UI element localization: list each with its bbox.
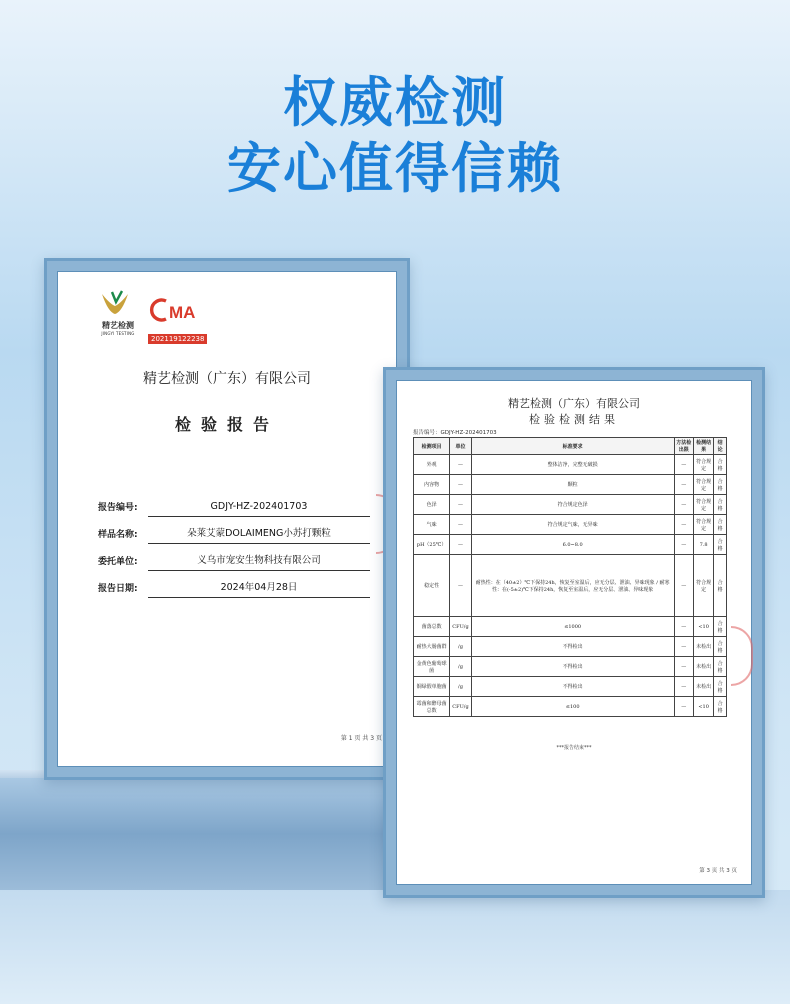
headline-line-2: 安心值得信赖 bbox=[227, 137, 563, 200]
logo-en: JINGYI TESTING bbox=[101, 331, 135, 336]
table-cell: 合格 bbox=[714, 677, 727, 697]
results-title: 检验检测结果 bbox=[529, 413, 619, 426]
report-cover-page bbox=[57, 271, 397, 767]
table-cell: — bbox=[450, 535, 471, 555]
table-cell: 7.8 bbox=[693, 535, 713, 555]
table-cell: CFU/g bbox=[450, 617, 471, 637]
field-value: 朵莱艾蒙DOLAIMENG小苏打颗粒 bbox=[148, 525, 370, 544]
table-row bbox=[414, 455, 727, 475]
table-cell: 符合规定 bbox=[693, 455, 713, 475]
table-cell: — bbox=[450, 455, 471, 475]
field-client bbox=[98, 551, 370, 571]
table-cell: /g bbox=[450, 677, 471, 697]
table-cell: — bbox=[674, 495, 693, 515]
headline-line-1: 权威检测 bbox=[283, 71, 507, 134]
report-cover-frame bbox=[44, 258, 410, 780]
table-cell: — bbox=[674, 677, 693, 697]
table-cell: — bbox=[674, 555, 693, 617]
red-seal-stamp bbox=[731, 626, 753, 686]
table-row bbox=[414, 535, 727, 555]
table-cell: 合格 bbox=[714, 535, 727, 555]
table-cell: 合格 bbox=[714, 637, 727, 657]
report-results-frame bbox=[383, 367, 765, 898]
report-results-page bbox=[396, 380, 752, 885]
table-cell: ≤100 bbox=[471, 697, 674, 717]
table-cell: 稳定性 bbox=[414, 555, 450, 617]
cma-label: MA bbox=[169, 303, 196, 322]
table-cell: 金黄色葡萄球菌 bbox=[414, 657, 450, 677]
table-cell: 符合规定 bbox=[693, 495, 713, 515]
table-cell: 整体洁净，完整无破损 bbox=[471, 455, 674, 475]
table-cell: 合格 bbox=[714, 475, 727, 495]
table-cell: /g bbox=[450, 657, 471, 677]
floor-background bbox=[0, 890, 790, 1004]
table-cell: — bbox=[674, 617, 693, 637]
table-cell: 气味 bbox=[414, 515, 450, 535]
table-cell: 符合规定色泽 bbox=[471, 495, 674, 515]
table-row bbox=[414, 617, 727, 637]
table-cell: 合格 bbox=[714, 617, 727, 637]
table-cell: 合格 bbox=[714, 515, 727, 535]
table-cell: 未检出 bbox=[693, 677, 713, 697]
results-page-number: 第 3 页 共 3 页 bbox=[699, 868, 737, 874]
table-cell: — bbox=[674, 637, 693, 657]
table-row bbox=[414, 495, 727, 515]
table-cell: 符合规定 bbox=[693, 515, 713, 535]
table-cell: — bbox=[450, 495, 471, 515]
cover-company: 精艺检测（广东）有限公司 bbox=[143, 371, 311, 387]
table-cell: 合格 bbox=[714, 697, 727, 717]
table-cell: 外观 bbox=[414, 455, 450, 475]
table-row bbox=[414, 657, 727, 677]
table-row bbox=[414, 677, 727, 697]
table-cell: — bbox=[450, 555, 471, 617]
table-cell: 霉菌和酵母菌总数 bbox=[414, 697, 450, 717]
jingyi-logo bbox=[98, 290, 138, 338]
table-cell: 铜绿假单胞菌 bbox=[414, 677, 450, 697]
table-cell: pH（25℃） bbox=[414, 535, 450, 555]
field-label: 报告编号: bbox=[98, 503, 138, 513]
table-row bbox=[414, 555, 727, 617]
table-cell: 耐热性：在（40±2）℃下保持24h，恢复至室温后，应无分层、泄油、异味现象 / 耐寒性：在(-5±2)℃下保持24h，恢复至室温后，应无分层、泄油、异味现象 bbox=[471, 555, 674, 617]
table-cell: 菌落总数 bbox=[414, 617, 450, 637]
field-label: 委托单位: bbox=[98, 557, 138, 567]
field-value: 2024年04月28日 bbox=[148, 579, 370, 598]
cma-mark bbox=[148, 298, 214, 345]
results-company: 精艺检测（广东）有限公司 bbox=[508, 397, 640, 410]
table-cell: 合格 bbox=[714, 495, 727, 515]
table-cell: — bbox=[674, 535, 693, 555]
jingyi-logo-icon bbox=[98, 290, 132, 316]
table-cell: 合格 bbox=[714, 455, 727, 475]
table-cell: — bbox=[450, 515, 471, 535]
table-cell: 合格 bbox=[714, 555, 727, 617]
table-cell: 未检出 bbox=[693, 657, 713, 677]
column-header: 单位 bbox=[450, 438, 471, 455]
table-cell: 未检出 bbox=[693, 637, 713, 657]
field-value: GDJY-HZ-202401703 bbox=[148, 498, 370, 517]
table-row bbox=[414, 697, 727, 717]
field-label: 报告日期: bbox=[98, 584, 138, 594]
table-cell: — bbox=[674, 697, 693, 717]
table-cell: 耐热大肠菌群 bbox=[414, 637, 450, 657]
table-cell: 符合规定 bbox=[693, 555, 713, 617]
table-cell: CFU/g bbox=[450, 697, 471, 717]
report-end-marker: ***报告结束*** bbox=[556, 745, 592, 751]
table-cell: — bbox=[674, 475, 693, 495]
table-cell: 符合规定 bbox=[693, 475, 713, 495]
column-header: 标准要求 bbox=[471, 438, 674, 455]
table-cell: 不得检出 bbox=[471, 677, 674, 697]
field-report-no bbox=[98, 497, 370, 517]
table-cell: 内容物 bbox=[414, 475, 450, 495]
cover-title: 检验报告 bbox=[174, 415, 279, 434]
table-cell: 符合规定气味，无异味 bbox=[471, 515, 674, 535]
table-cell: 6.0~8.0 bbox=[471, 535, 674, 555]
table-cell: <10 bbox=[693, 617, 713, 637]
table-cell: — bbox=[674, 515, 693, 535]
table-cell: /g bbox=[450, 637, 471, 657]
table-cell: 不得检出 bbox=[471, 657, 674, 677]
column-header: 检测项目 bbox=[414, 438, 450, 455]
cma-number: 202119122238 bbox=[148, 334, 207, 344]
column-header: 检测结果 bbox=[693, 438, 713, 455]
cover-page-number: 第 1 页 共 3 页 bbox=[340, 735, 382, 742]
table-row bbox=[414, 515, 727, 535]
table-cell: — bbox=[450, 475, 471, 495]
table-cell: 不得检出 bbox=[471, 637, 674, 657]
field-sample-name bbox=[98, 524, 370, 544]
table-cell: 合格 bbox=[714, 657, 727, 677]
field-value: 义乌市宠安生物科技有限公司 bbox=[148, 552, 370, 571]
results-report-no: 报告编号：GDJY-HZ-202401703 bbox=[413, 430, 497, 436]
table-cell: 颗粒 bbox=[471, 475, 674, 495]
table-cell: <10 bbox=[693, 697, 713, 717]
table-cell: — bbox=[674, 657, 693, 677]
field-label: 样品名称: bbox=[98, 530, 138, 540]
cma-logo-icon bbox=[148, 298, 196, 322]
table-row bbox=[414, 475, 727, 495]
field-report-date bbox=[98, 578, 370, 598]
column-header: 方法检出限 bbox=[674, 438, 693, 455]
logo-name: 精艺检测 bbox=[102, 321, 134, 330]
column-header: 结论 bbox=[714, 438, 727, 455]
table-row bbox=[414, 637, 727, 657]
table-cell: ≤1000 bbox=[471, 617, 674, 637]
results-table bbox=[413, 437, 727, 717]
table-cell: — bbox=[674, 455, 693, 475]
table-cell: 色泽 bbox=[414, 495, 450, 515]
table-header-row bbox=[414, 438, 727, 455]
